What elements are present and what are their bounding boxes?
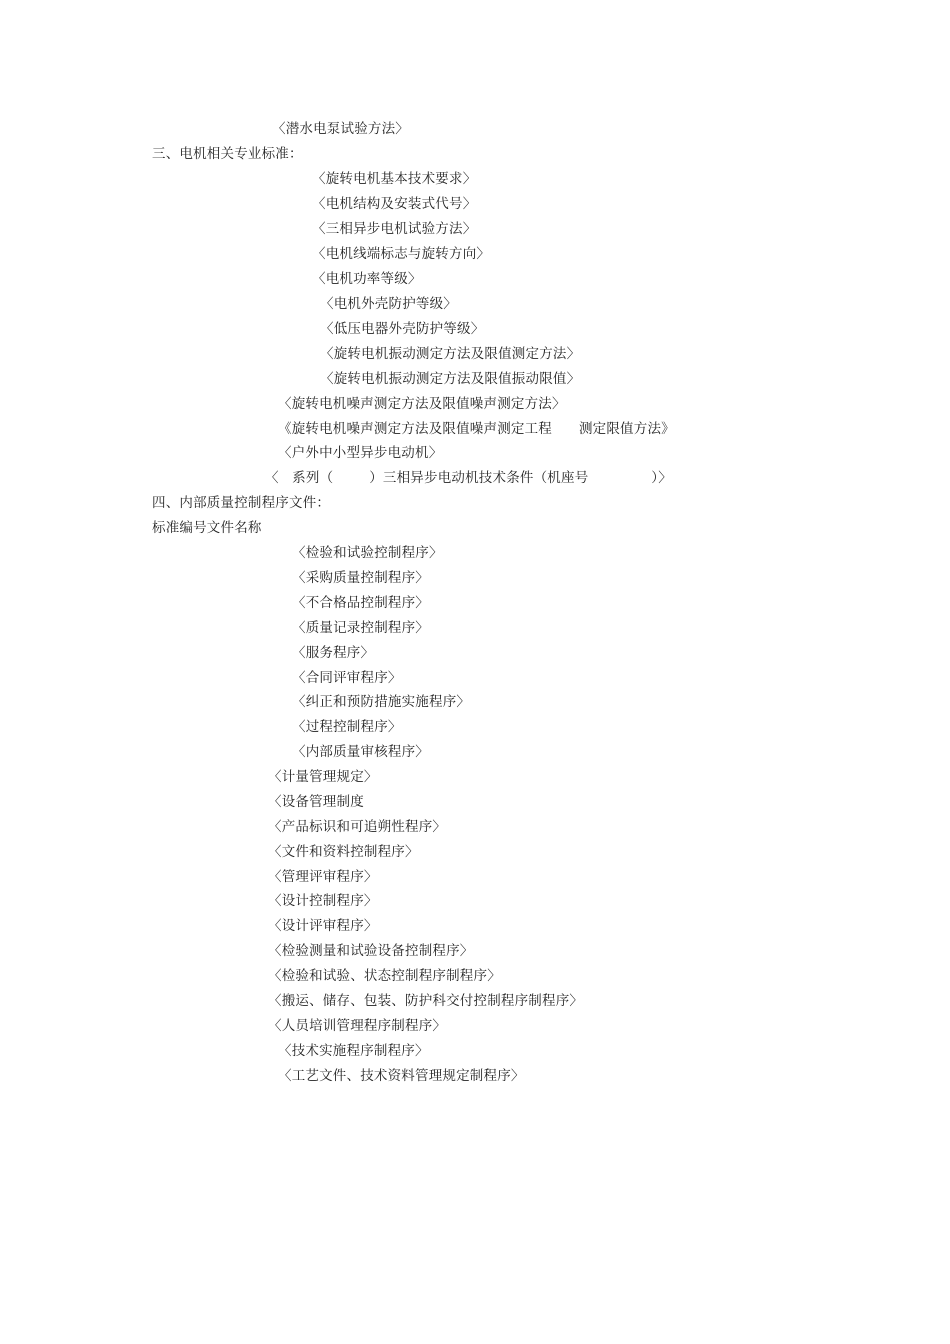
motor-standard-item: 〈旋转电机噪声测定方法及限值噪声测定方法〉	[278, 396, 566, 412]
quality-procedure-item: 〈搬运、储存、包装、防护科交付控制程序制程序〉	[268, 993, 584, 1009]
quality-procedure-item: 〈计量管理规定〉	[268, 769, 378, 785]
quality-procedure-item: 〈人员培训管理程序制程序〉	[268, 1018, 447, 1034]
quality-procedure-item: 〈质量记录控制程序〉	[292, 620, 429, 636]
quality-procedure-item: 〈设计评审程序〉	[268, 918, 378, 934]
motor-standard-item: 〈电机外壳防护等级〉	[320, 296, 457, 312]
quality-procedure-item: 〈检验和试验、状态控制程序制程序〉	[268, 968, 501, 984]
quality-procedure-item: 〈技术实施程序制程序〉	[278, 1043, 429, 1059]
motor-standard-item: 《旋转电机噪声测定方法及限值噪声测定工程 测定限值方法》	[278, 421, 675, 437]
quality-procedure-item: 〈管理评审程序〉	[268, 869, 378, 885]
motor-standard-item: 〈电机线端标志与旋转方向〉	[312, 246, 491, 262]
section-four-heading: 四、内部质量控制程序文件：	[152, 495, 331, 511]
quality-procedure-item: 〈采购质量控制程序〉	[292, 570, 429, 586]
motor-standard-item: 〈三相异步电机试验方法〉	[312, 221, 477, 237]
quality-procedure-item: 〈工艺文件、技术资料管理规定制程序〉	[278, 1068, 525, 1084]
motor-standard-item: 〈低压电器外壳防护等级〉	[320, 321, 485, 337]
quality-procedure-item: 〈文件和资料控制程序〉	[268, 844, 419, 860]
motor-standard-item: 〈电机结构及安装式代号〉	[312, 196, 477, 212]
quality-procedure-item: 〈纠正和预防措施实施程序〉	[292, 694, 471, 710]
standard-submersible-pump-test: 〈潜水电泵试验方法〉	[272, 121, 409, 137]
quality-procedure-item: 〈设计控制程序〉	[268, 893, 378, 909]
quality-procedure-item: 〈产品标识和可追朔性程序〉	[268, 819, 447, 835]
quality-procedure-item: 〈检验测量和试验设备控制程序〉	[268, 943, 474, 959]
quality-procedure-item: 〈检验和试验控制程序〉	[292, 545, 443, 561]
motor-standard-item: 〈户外中小型异步电动机〉	[278, 445, 443, 461]
motor-standard-item: 〈旋转电机振动测定方法及限值测定方法〉	[320, 346, 581, 362]
quality-procedure-item: 〈服务程序〉	[292, 645, 375, 661]
section-four-subheading: 标准编号文件名称	[152, 520, 262, 536]
motor-standard-item: 〈 系列（ ）三相异步电动机技术条件（机座号 ）〉	[265, 470, 672, 486]
quality-procedure-item: 〈不合格品控制程序〉	[292, 595, 429, 611]
motor-standard-item: 〈旋转电机基本技术要求〉	[312, 171, 477, 187]
quality-procedure-item: 〈过程控制程序〉	[292, 719, 402, 735]
quality-procedure-item: 〈合同评审程序〉	[292, 670, 402, 686]
motor-standard-item: 〈电机功率等级〉	[312, 271, 422, 287]
motor-standard-item: 〈旋转电机振动测定方法及限值振动限值〉	[320, 371, 581, 387]
quality-procedure-item: 〈设备管理制度	[268, 794, 364, 810]
quality-procedure-item: 〈内部质量审核程序〉	[292, 744, 429, 760]
section-three-heading: 三、电机相关专业标准：	[152, 146, 303, 162]
